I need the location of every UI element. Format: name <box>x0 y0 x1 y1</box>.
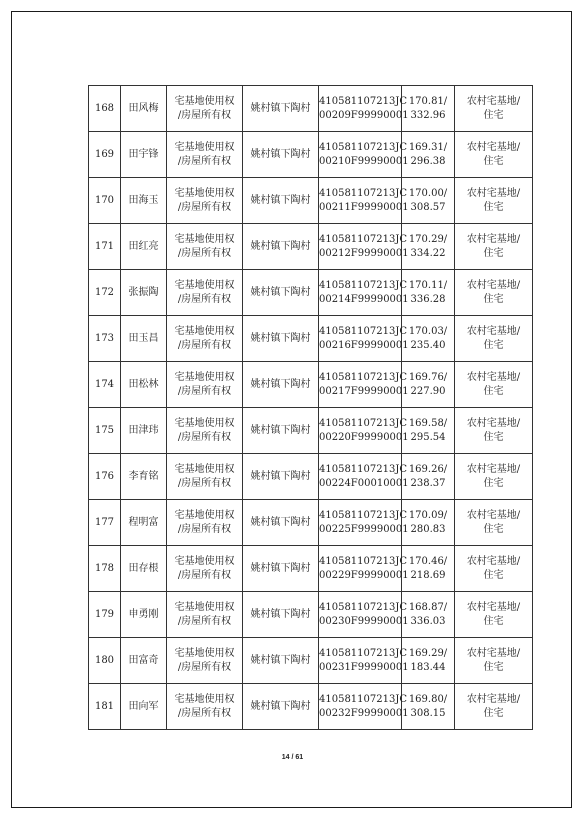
unit-code <box>319 408 409 454</box>
owner-name: 田红亮 <box>121 224 167 270</box>
right-type-line1: 宅基地使用权 <box>174 463 235 475</box>
land-use-line1: 农村宅基地/ <box>466 95 521 107</box>
land-use <box>455 546 533 592</box>
land-use <box>455 454 533 500</box>
location: 姚村镇下陶村 <box>243 178 319 224</box>
right-type-line2: /房屋所有权 <box>177 707 232 719</box>
area <box>402 316 455 362</box>
right-type-line2: /房屋所有权 <box>177 155 232 167</box>
land-use-line2: 住宅 <box>483 339 504 351</box>
right-type-line1: 宅基地使用权 <box>174 279 235 291</box>
building-area: 308.57 <box>410 201 446 213</box>
land-use <box>455 178 533 224</box>
right-type-line2: /房屋所有权 <box>177 247 232 259</box>
unit-code-line1: 410581107213JC <box>319 463 408 475</box>
owner-name: 田玉昌 <box>121 316 167 362</box>
owner-name: 田海玉 <box>121 178 167 224</box>
unit-code <box>319 316 409 362</box>
land-area: 170.00/ <box>408 187 448 199</box>
right-type <box>167 408 243 454</box>
right-type-line1: 宅基地使用权 <box>174 141 235 153</box>
land-use-line2: 住宅 <box>483 477 504 489</box>
row-number: 181 <box>89 684 121 730</box>
table-row <box>89 500 533 546</box>
unit-code-line1: 410581107213JC <box>319 141 408 153</box>
building-area: 336.28 <box>410 293 446 305</box>
land-use-line1: 农村宅基地/ <box>466 463 521 475</box>
area <box>402 592 455 638</box>
right-type <box>167 224 243 270</box>
unit-code-line1: 410581107213JC <box>319 95 408 107</box>
area <box>402 86 455 132</box>
unit-code-line1: 410581107213JC <box>319 509 408 521</box>
land-use-line1: 农村宅基地/ <box>466 601 521 613</box>
land-use-line2: 住宅 <box>483 201 504 213</box>
table-row <box>89 132 533 178</box>
land-use-line2: 住宅 <box>483 569 504 581</box>
right-type <box>167 362 243 408</box>
land-use-line1: 农村宅基地/ <box>466 693 521 705</box>
land-use <box>455 270 533 316</box>
right-type <box>167 316 243 362</box>
owner-name: 程明富 <box>121 500 167 546</box>
land-use <box>455 86 533 132</box>
land-area: 169.80/ <box>408 693 448 705</box>
building-area: 332.96 <box>410 109 446 121</box>
unit-code-line2: 00217F99990001 <box>319 385 409 397</box>
land-area: 170.29/ <box>408 233 448 245</box>
row-number: 172 <box>89 270 121 316</box>
land-use-line1: 农村宅基地/ <box>466 417 521 429</box>
owner-name: 田宇锋 <box>121 132 167 178</box>
land-use-line1: 农村宅基地/ <box>466 233 521 245</box>
building-area: 227.90 <box>410 385 446 397</box>
right-type <box>167 132 243 178</box>
area <box>402 362 455 408</box>
unit-code-line2: 00214F99990001 <box>319 293 409 305</box>
right-type <box>167 546 243 592</box>
land-area: 169.58/ <box>408 417 448 429</box>
right-type-line1: 宅基地使用权 <box>174 95 235 107</box>
building-area: 308.15 <box>410 707 446 719</box>
land-area: 170.81/ <box>408 95 448 107</box>
right-type-line1: 宅基地使用权 <box>174 693 235 705</box>
row-number: 174 <box>89 362 121 408</box>
land-use <box>455 638 533 684</box>
land-use-line1: 农村宅基地/ <box>466 371 521 383</box>
owner-name: 田风梅 <box>121 86 167 132</box>
land-use-line2: 住宅 <box>483 707 504 719</box>
right-type <box>167 592 243 638</box>
table-row <box>89 362 533 408</box>
building-area: 336.03 <box>410 615 446 627</box>
right-type <box>167 270 243 316</box>
building-area: 280.83 <box>410 523 446 535</box>
land-area: 170.11/ <box>408 279 448 291</box>
right-type-line1: 宅基地使用权 <box>174 233 235 245</box>
land-area: 169.31/ <box>408 141 448 153</box>
unit-code-line1: 410581107213JC <box>319 233 408 245</box>
row-number: 171 <box>89 224 121 270</box>
building-area: 296.38 <box>410 155 446 167</box>
right-type <box>167 178 243 224</box>
unit-code-line2: 00230F99990001 <box>319 615 409 627</box>
land-use <box>455 362 533 408</box>
table-row <box>89 408 533 454</box>
right-type <box>167 454 243 500</box>
building-area: 334.22 <box>410 247 446 259</box>
area <box>402 638 455 684</box>
right-type-line1: 宅基地使用权 <box>174 371 235 383</box>
right-type-line2: /房屋所有权 <box>177 201 232 213</box>
land-area: 169.76/ <box>408 371 448 383</box>
area <box>402 270 455 316</box>
location: 姚村镇下陶村 <box>243 316 319 362</box>
table-row <box>89 316 533 362</box>
right-type-line2: /房屋所有权 <box>177 385 232 397</box>
unit-code <box>319 500 409 546</box>
owner-name: 田存根 <box>121 546 167 592</box>
right-type-line1: 宅基地使用权 <box>174 647 235 659</box>
location: 姚村镇下陶村 <box>243 592 319 638</box>
location: 姚村镇下陶村 <box>243 408 319 454</box>
location: 姚村镇下陶村 <box>243 362 319 408</box>
unit-code <box>319 178 409 224</box>
unit-code-line2: 00224F00010001 <box>319 477 409 489</box>
unit-code-line2: 00210F99990001 <box>319 155 409 167</box>
unit-code-line2: 00211F99990001 <box>319 201 409 213</box>
location: 姚村镇下陶村 <box>243 684 319 730</box>
row-number: 176 <box>89 454 121 500</box>
land-use-line2: 住宅 <box>483 523 504 535</box>
area <box>402 178 455 224</box>
land-use-line1: 农村宅基地/ <box>466 509 521 521</box>
right-type <box>167 684 243 730</box>
area <box>402 408 455 454</box>
table-row <box>89 684 533 730</box>
right-type-line2: /房屋所有权 <box>177 109 232 121</box>
unit-code-line1: 410581107213JC <box>319 693 408 705</box>
land-area: 170.09/ <box>408 509 448 521</box>
table-row <box>89 86 533 132</box>
land-use-line2: 住宅 <box>483 385 504 397</box>
land-area: 169.26/ <box>408 463 448 475</box>
location: 姚村镇下陶村 <box>243 500 319 546</box>
right-type-line2: /房屋所有权 <box>177 431 232 443</box>
land-use <box>455 684 533 730</box>
right-type-line1: 宅基地使用权 <box>174 509 235 521</box>
right-type-line1: 宅基地使用权 <box>174 555 235 567</box>
unit-code <box>319 638 409 684</box>
unit-code-line2: 00216F99990001 <box>319 339 409 351</box>
table-row <box>89 178 533 224</box>
unit-code-line1: 410581107213JC <box>319 601 408 613</box>
row-number: 169 <box>89 132 121 178</box>
unit-code-line1: 410581107213JC <box>319 647 408 659</box>
row-number: 178 <box>89 546 121 592</box>
row-number: 180 <box>89 638 121 684</box>
owner-name: 张振陶 <box>121 270 167 316</box>
owner-name: 李育铭 <box>121 454 167 500</box>
row-number: 173 <box>89 316 121 362</box>
owner-name: 田向军 <box>121 684 167 730</box>
row-number: 179 <box>89 592 121 638</box>
unit-code-line1: 410581107213JC <box>319 325 408 337</box>
table-row <box>89 270 533 316</box>
right-type <box>167 86 243 132</box>
land-area: 169.29/ <box>408 647 448 659</box>
land-use-line1: 农村宅基地/ <box>466 141 521 153</box>
unit-code-line1: 410581107213JC <box>319 555 408 567</box>
table-row <box>89 638 533 684</box>
location: 姚村镇下陶村 <box>243 132 319 178</box>
land-use-line1: 农村宅基地/ <box>466 187 521 199</box>
unit-code <box>319 362 409 408</box>
unit-code <box>319 86 409 132</box>
area <box>402 500 455 546</box>
unit-code-line2: 00225F99990001 <box>319 523 409 535</box>
unit-code <box>319 224 409 270</box>
land-use <box>455 592 533 638</box>
unit-code-line2: 00220F99990001 <box>319 431 409 443</box>
right-type-line1: 宅基地使用权 <box>174 417 235 429</box>
page-number: 14 / 61 <box>281 754 304 761</box>
land-area: 170.03/ <box>408 325 448 337</box>
building-area: 218.69 <box>410 569 446 581</box>
right-type-line2: /房屋所有权 <box>177 615 232 627</box>
building-area: 183.44 <box>410 661 446 673</box>
row-number: 168 <box>89 86 121 132</box>
row-number: 175 <box>89 408 121 454</box>
land-use <box>455 132 533 178</box>
unit-code <box>319 454 409 500</box>
land-use-line2: 住宅 <box>483 247 504 259</box>
owner-name: 申勇刚 <box>121 592 167 638</box>
area <box>402 546 455 592</box>
unit-code-line1: 410581107213JC <box>319 187 408 199</box>
area <box>402 454 455 500</box>
area <box>402 132 455 178</box>
land-use-line2: 住宅 <box>483 109 504 121</box>
unit-code <box>319 592 409 638</box>
row-number: 177 <box>89 500 121 546</box>
land-area: 168.87/ <box>408 601 448 613</box>
land-use <box>455 224 533 270</box>
table-row <box>89 454 533 500</box>
land-use-line1: 农村宅基地/ <box>466 325 521 337</box>
building-area: 238.37 <box>410 477 446 489</box>
area <box>402 684 455 730</box>
right-type <box>167 638 243 684</box>
right-type-line2: /房屋所有权 <box>177 661 232 673</box>
right-type-line1: 宅基地使用权 <box>174 187 235 199</box>
location: 姚村镇下陶村 <box>243 224 319 270</box>
property-registry-table <box>88 85 533 730</box>
location: 姚村镇下陶村 <box>243 86 319 132</box>
right-type-line1: 宅基地使用权 <box>174 601 235 613</box>
land-use <box>455 408 533 454</box>
unit-code <box>319 270 409 316</box>
unit-code-line1: 410581107213JC <box>319 279 408 291</box>
owner-name: 田津玮 <box>121 408 167 454</box>
unit-code <box>319 546 409 592</box>
right-type-line2: /房屋所有权 <box>177 293 232 305</box>
right-type-line2: /房屋所有权 <box>177 477 232 489</box>
location: 姚村镇下陶村 <box>243 454 319 500</box>
land-use-line2: 住宅 <box>483 661 504 673</box>
unit-code-line2: 00231F99990001 <box>319 661 409 673</box>
row-number: 170 <box>89 178 121 224</box>
land-use-line1: 农村宅基地/ <box>466 555 521 567</box>
table-body <box>89 86 533 730</box>
unit-code <box>319 684 409 730</box>
owner-name: 田松林 <box>121 362 167 408</box>
location: 姚村镇下陶村 <box>243 546 319 592</box>
unit-code-line2: 00232F99990001 <box>319 707 409 719</box>
unit-code-line1: 410581107213JC <box>319 371 408 383</box>
land-area: 170.46/ <box>408 555 448 567</box>
land-use <box>455 500 533 546</box>
right-type-line2: /房屋所有权 <box>177 569 232 581</box>
unit-code-line2: 00209F99990001 <box>319 109 409 121</box>
table-row <box>89 546 533 592</box>
unit-code-line1: 410581107213JC <box>319 417 408 429</box>
land-use-line2: 住宅 <box>483 155 504 167</box>
location: 姚村镇下陶村 <box>243 638 319 684</box>
table-row <box>89 592 533 638</box>
right-type-line2: /房屋所有权 <box>177 339 232 351</box>
land-use-line2: 住宅 <box>483 431 504 443</box>
unit-code-line2: 00229F99990001 <box>319 569 409 581</box>
owner-name: 田富奇 <box>121 638 167 684</box>
right-type-line2: /房屋所有权 <box>177 523 232 535</box>
unit-code <box>319 132 409 178</box>
area <box>402 224 455 270</box>
unit-code-line2: 00212F99990001 <box>319 247 409 259</box>
location: 姚村镇下陶村 <box>243 270 319 316</box>
building-area: 235.40 <box>410 339 446 351</box>
right-type <box>167 500 243 546</box>
land-use-line2: 住宅 <box>483 615 504 627</box>
land-use-line2: 住宅 <box>483 293 504 305</box>
land-use <box>455 316 533 362</box>
table-row <box>89 224 533 270</box>
right-type-line1: 宅基地使用权 <box>174 325 235 337</box>
land-use-line1: 农村宅基地/ <box>466 647 521 659</box>
land-use-line1: 农村宅基地/ <box>466 279 521 291</box>
building-area: 295.54 <box>410 431 446 443</box>
